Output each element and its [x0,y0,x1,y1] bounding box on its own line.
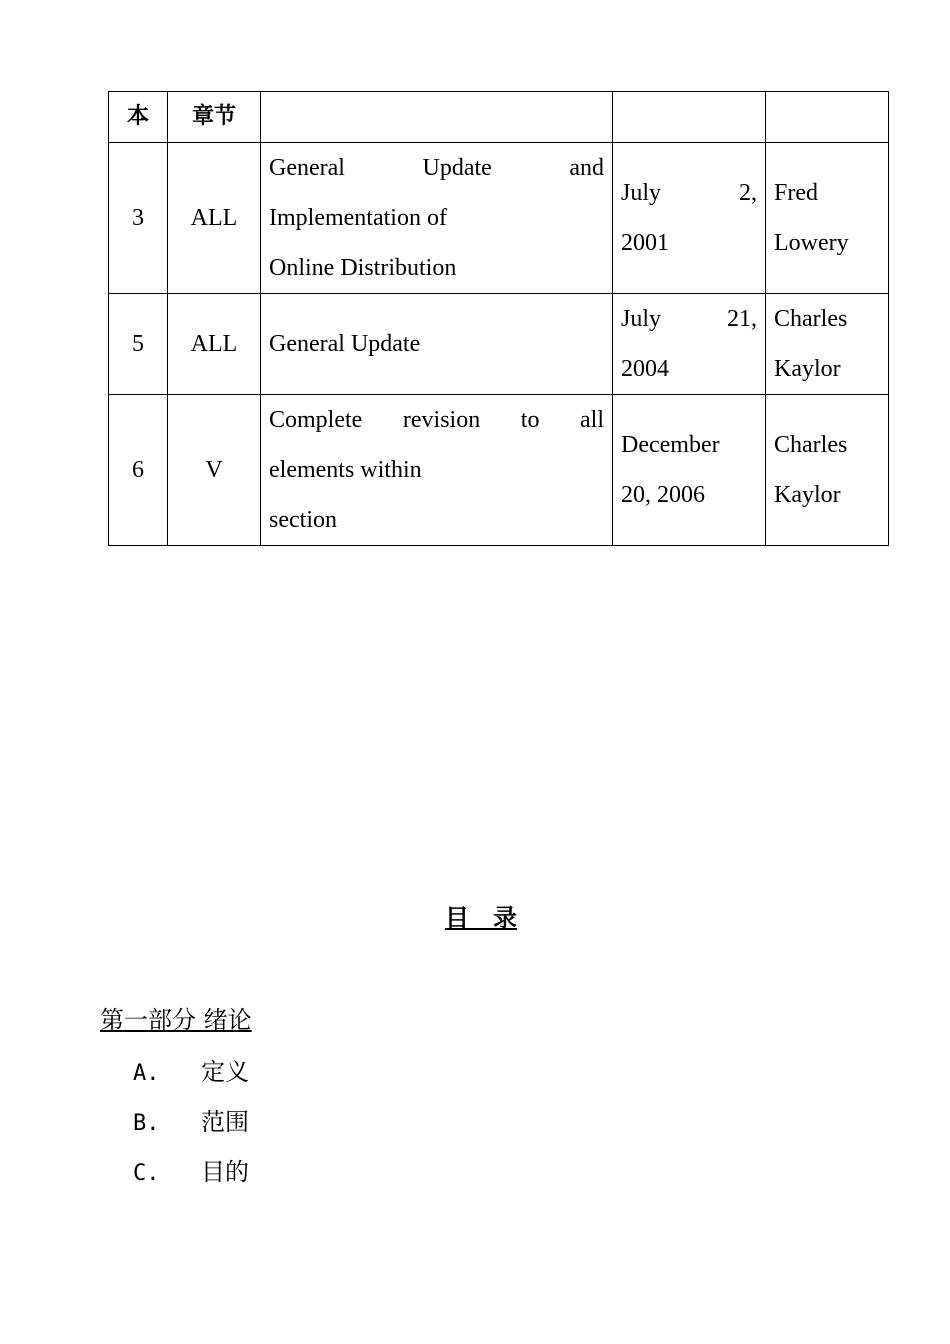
author-line: Kaylor [774,356,841,382]
table-header-row [109,92,889,143]
description-cell [261,294,613,395]
date-line: 20, 2006 [621,482,705,508]
table-row [109,395,889,546]
description-line: elements within [269,457,422,483]
header-cell-description [261,92,613,143]
author-line: Lowery [774,230,849,256]
author-line: Charles [774,306,848,332]
toc-item[interactable] [133,1052,249,1087]
author-cell [766,294,889,395]
version-cell: 3 [109,143,168,294]
section-cell: ALL [168,143,261,294]
version-cell: 6 [109,395,168,546]
date-cell [613,395,766,546]
toc-heading [0,898,950,933]
description-line: General Update and [269,155,604,181]
date-cell [613,294,766,395]
date-line: December [621,432,720,458]
author-cell [766,143,889,294]
toc-item-label: 范围 [201,1108,249,1136]
toc-item-letter: C. [133,1161,160,1186]
section-cell: V [168,395,261,546]
date-line: 2001 [621,230,669,256]
description-cell [261,143,613,294]
version-cell: 5 [109,294,168,395]
toc-item[interactable] [133,1102,249,1137]
author-cell [766,395,889,546]
date-cell [613,143,766,294]
header-cell-date [613,92,766,143]
header-cell-section: 章节 [168,92,261,143]
date-line: July 21, [621,306,757,332]
description-line: Online Distribution [269,255,457,281]
toc-item-letter: B. [133,1111,160,1136]
toc-part-one-link[interactable]: 第一部分 绪论 [100,1006,252,1034]
toc-item-letter: A. [133,1061,160,1086]
toc-item-label: 定义 [201,1058,249,1086]
author-line: Kaylor [774,482,841,508]
header-cell-author [766,92,889,143]
description-line: Complete revision to all [269,407,604,433]
section-cell: ALL [168,294,261,395]
date-line: July 2, [621,180,757,206]
description-line: Implementation of [269,205,447,231]
toc-heading-text: 目 录 [445,904,517,932]
table-row [109,143,889,294]
description-line: section [269,507,337,533]
description-cell [261,395,613,546]
revision-history-table [108,91,889,546]
toc-item[interactable] [133,1152,249,1187]
description-line: General Update [269,331,421,357]
author-line: Fred [774,180,818,206]
table-row [109,294,889,395]
date-line: 2004 [621,356,669,382]
author-line: Charles [774,432,848,458]
toc-item-label: 目的 [201,1158,249,1186]
header-cell-version: 本 [109,92,168,143]
